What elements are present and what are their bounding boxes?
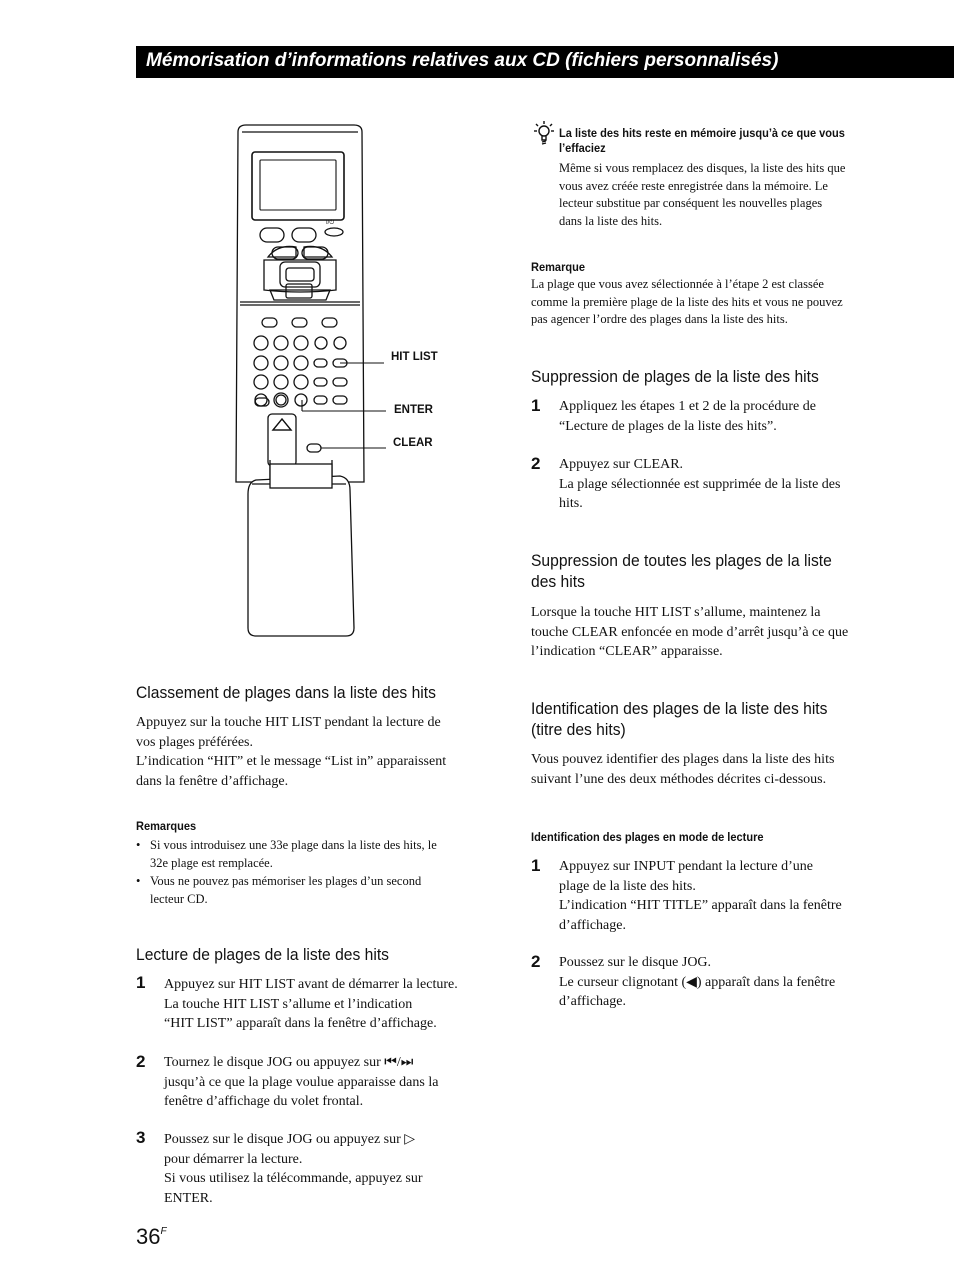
page-number: $36^F$	[136, 1224, 167, 1249]
identification-step-2-number: 2	[531, 952, 541, 971]
lecture-step-3-text: Poussez sur le disque JOG ou appuyez sur ▷ pour démarrer la lecture. Si vous utilisez la télécommande, appuyez sur ENTER.	[164, 1132, 423, 1206]
remarques-bullet-1: •	[136, 838, 141, 852]
callout-hit-list: HIT LIST	[391, 351, 438, 363]
remarques-item-1: Si vous introduisez une 33e plage dans la liste des hits, le 32e plage est remplacée.	[150, 838, 437, 870]
identification-step-2-text: Poussez sur le disque JOG. Le curseur clignotant (◀) apparaît dans la fenêtre d’affichage.	[559, 955, 836, 1009]
page-number-suffix: F	[160, 1226, 167, 1237]
suppression-step-1-number: 1	[531, 396, 541, 415]
identification-sub-heading: Identification des plages en mode de lecture	[531, 830, 764, 844]
remarques-item-2: Vous ne pouvez pas mémoriser les plages d’un second lecteur CD.	[150, 874, 422, 906]
callout-enter: ENTER	[394, 404, 433, 416]
section-banner	[136, 46, 954, 78]
callout-clear: CLEAR	[393, 437, 433, 449]
lecture-step-1-number: 1	[136, 973, 146, 992]
lecture-step-1-text: Appuyez sur HIT LIST avant de démarrer la lecture. La touche HIT LIST s’allume et l’indication “HIT LIST” apparaît dans la fenêtre d’affichage.	[164, 977, 458, 1031]
heading-remarques: Remarques	[136, 819, 197, 833]
remarque-body: La plage que vous avez sélectionnée à l’étape 2 est classée comme la première plage de la liste des hits et vous ne pouvez pas agencer l’ordre des plages dans la liste des hits.	[531, 277, 843, 327]
tip-lightbulb-icon	[533, 120, 555, 146]
tip-heading: La liste des hits reste en mémoire jusqu’à ce que vous l’effaciez	[559, 126, 845, 155]
heading-classement: Classement de plages dans la liste des hits	[136, 683, 436, 702]
identification-body: Vous pouvez identifier des plages dans la liste des hits suivant l’une des deux méthodes décrites ci-dessous.	[531, 752, 835, 787]
lecture-step-2-number: 2	[136, 1052, 146, 1071]
classement-body: Appuyez sur la touche HIT LIST pendant la lecture de vos plages préférées. L’indication “HIT” et le message “List in” apparaissent dans la fenêtre d’affichage.	[136, 715, 447, 789]
remarques-bullet-2: •	[136, 874, 141, 888]
lecture-step-2-text: Tournez le disque JOG ou appuyez sur ⏮/⏭ jusqu’à ce que la plage voulue apparaisse dans la fenêtre d’affichage du volet frontal.	[164, 1055, 439, 1109]
section-title: Mémorisation d’informations relatives aux CD (fichiers personnalisés)	[146, 50, 779, 71]
heading-lecture: Lecture de plages de la liste des hits	[136, 945, 390, 964]
lecture-step-3-number: 3	[136, 1128, 146, 1147]
heading-suppression-toutes: Suppression de toutes les plages de la liste des hits	[531, 551, 832, 591]
suppression-step-1-text: Appliquez les étapes 1 et 2 de la procédure de “Lecture de plages de la liste des hits”.	[559, 399, 816, 434]
identification-step-1-text: Appuyez sur INPUT pendant la lecture d’une plage de la liste des hits. L’indication “HIT TITLE” apparaît dans la fenêtre d’affichage.	[559, 859, 842, 933]
heading-suppression: Suppression de plages de la liste des hits	[531, 367, 819, 386]
heading-identification: Identification des plages de la liste des hits (titre des hits)	[531, 699, 828, 739]
suppression-step-2-text: Appuyez sur CLEAR. La plage sélectionnée est supprimée de la liste des hits.	[559, 457, 841, 511]
tip-body: Même si vous remplacez des disques, la liste des hits que vous avez créée reste enregistrée dans la mémoire. Le lecteur substitue par conséquent les nouvelles plages dans la liste des hits.	[559, 161, 846, 229]
remote-control-illustration	[230, 122, 460, 642]
suppression-step-2-number: 2	[531, 454, 541, 473]
identification-step-1-number: 1	[531, 856, 541, 875]
power-label: I/⏻	[326, 220, 335, 226]
suppression-toutes-body: Lorsque la touche HIT LIST s’allume, maintenez la touche CLEAR enfoncée en mode d’arrêt jusqu’à ce que l’indication “CLEAR” apparaisse.	[531, 605, 849, 659]
heading-remarque: Remarque	[531, 260, 585, 274]
